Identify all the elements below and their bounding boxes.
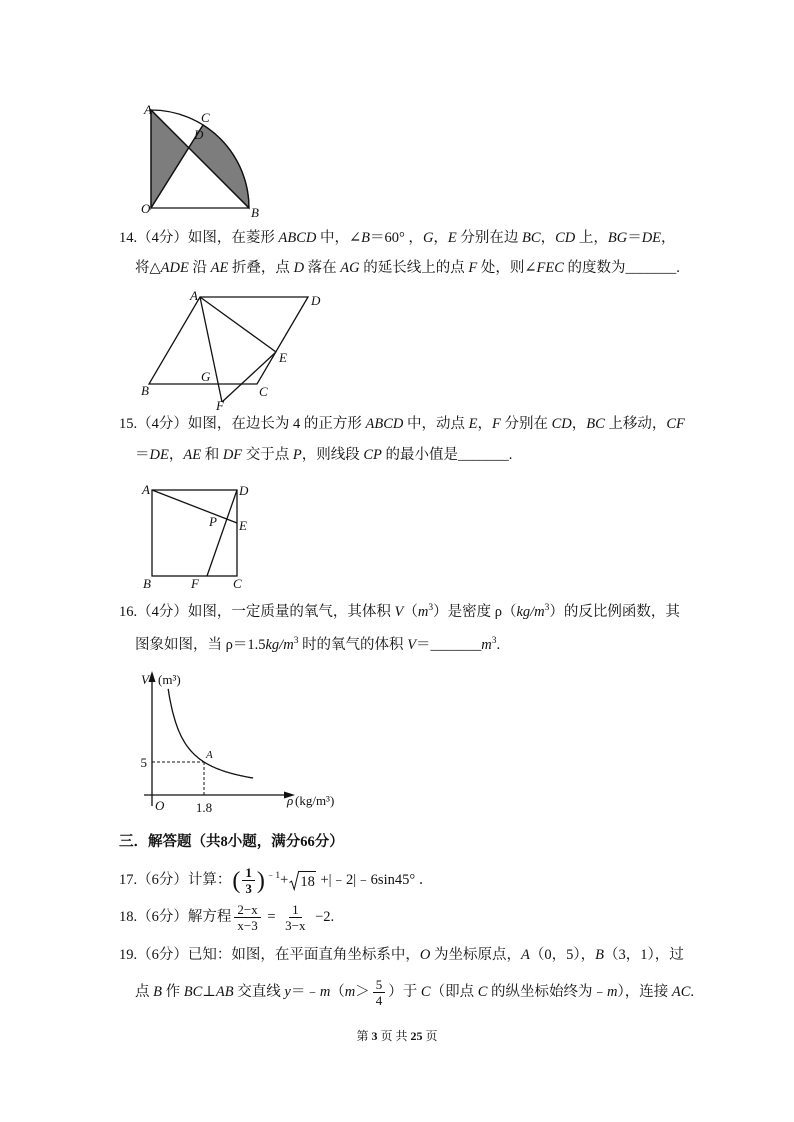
text-run: 点 xyxy=(135,983,154,1000)
superscript: 3 xyxy=(544,603,550,613)
segment-fe xyxy=(222,352,276,402)
text-run: （ xyxy=(403,604,418,620)
text-run: 和 xyxy=(201,447,223,463)
math-variable: P xyxy=(292,447,302,463)
figure-q16-density-volume-graph xyxy=(135,665,350,820)
text-run: ⊥ xyxy=(202,983,216,1000)
text-run: ， xyxy=(433,230,448,246)
radicand: 18 xyxy=(299,871,316,891)
segment-af xyxy=(200,297,222,402)
text-run: 19.（6分）已知：如图，在平面直角坐标系中， xyxy=(119,947,420,963)
denominator: x−3 xyxy=(237,918,258,933)
q19-line-2 xyxy=(135,977,694,1008)
square-abcd xyxy=(152,490,237,576)
fraction-body xyxy=(282,902,308,933)
math-variable: AC xyxy=(671,983,691,1000)
text-run: 页 xyxy=(422,1029,438,1043)
q14-line-1 xyxy=(119,227,676,249)
y-axis-symbol: V xyxy=(141,672,149,687)
text-run: 18.（6分）解方程 xyxy=(119,908,232,925)
math-variable: A xyxy=(520,947,530,963)
text-run: . xyxy=(496,637,501,653)
text-run: ＝﹣ xyxy=(290,983,320,1000)
text-run: +|﹣2|﹣6sin45° ． xyxy=(316,871,434,888)
text-run: . xyxy=(690,983,695,1000)
text-run: 图象如图，当 ρ＝1.5 xyxy=(135,637,266,653)
numerator: 5 xyxy=(373,977,386,993)
x-tick-label: 1.8 xyxy=(195,800,213,815)
numerator: 1 xyxy=(289,902,302,918)
text-run: ）是密度 ρ（ xyxy=(433,604,517,620)
text-run: 的延长线上的点 xyxy=(359,260,469,276)
text-run: −2. xyxy=(311,908,335,925)
math-variable: B xyxy=(153,983,162,1000)
radical-sign xyxy=(289,871,299,891)
point-label-a: A xyxy=(206,749,213,761)
text-run: ），连接 xyxy=(617,983,672,1000)
point-label-e: E xyxy=(239,518,247,533)
segment-ae xyxy=(152,490,237,523)
text-run: 14.（4分）如图，在菱形 xyxy=(119,230,279,246)
text-run: ）的反比例函数，其 xyxy=(549,604,680,620)
y-axis-unit: (m³) xyxy=(158,672,181,687)
math-variable: ABCD xyxy=(365,416,404,432)
text-run: 折叠，点 xyxy=(228,260,294,276)
text-run: 17.（6分）计算： xyxy=(119,871,232,888)
text-run: = xyxy=(263,908,280,925)
point-label-f: F xyxy=(216,398,224,413)
math-variable: AG xyxy=(340,260,360,276)
math-variable: DE xyxy=(641,230,662,246)
math-variable: E xyxy=(468,416,478,432)
q19-line-1 xyxy=(119,944,684,966)
point-label-a: A xyxy=(142,482,150,497)
text-run: 的最小值是_______. xyxy=(381,447,513,463)
text-run: ， xyxy=(477,416,492,432)
text-run: ， xyxy=(540,230,556,246)
point-label-p: P xyxy=(209,514,217,529)
math-variable: V xyxy=(394,604,404,620)
hyperbola-curve xyxy=(168,689,253,778)
math-variable: CF xyxy=(666,416,685,432)
text-run: ， xyxy=(661,230,676,246)
point-label-d: D xyxy=(311,293,321,308)
text-run: ＝ xyxy=(135,447,150,463)
segment-df xyxy=(207,490,237,576)
square-root xyxy=(289,871,316,891)
math-variable: kg/m xyxy=(516,604,545,620)
text-run: 中，动点 xyxy=(403,416,469,432)
bold-number: 3 xyxy=(371,1029,378,1043)
text-run: （3，1），过 xyxy=(603,947,684,963)
bold-number: 25 xyxy=(410,1029,423,1043)
point-label-c: C xyxy=(201,110,210,125)
denominator: 4 xyxy=(375,993,383,1008)
math-variable: BC xyxy=(183,983,203,1000)
text-run: 分别在 xyxy=(500,416,552,432)
q16-line-1 xyxy=(119,601,680,623)
math-variable: G xyxy=(422,230,434,246)
fraction xyxy=(280,902,310,933)
y-axis-arrow xyxy=(149,671,156,682)
text-run: 第 xyxy=(356,1029,372,1043)
q18-line-1 xyxy=(119,902,334,933)
numerator: 2−x xyxy=(234,902,260,918)
math-variable: DE xyxy=(149,447,169,463)
denominator: 3−x xyxy=(285,918,306,933)
origin-label: O xyxy=(155,798,165,813)
math-variable: C xyxy=(420,983,431,1000)
text-run: 沿 xyxy=(188,260,211,276)
math-variable: kg/m xyxy=(265,637,294,653)
math-variable: B xyxy=(595,947,604,963)
math-variable: AE xyxy=(183,447,202,463)
text-run: ＝60° ， xyxy=(370,230,423,246)
fraction xyxy=(371,977,388,1008)
right-parenthesis: ) xyxy=(256,867,265,894)
text-run: 上移动， xyxy=(604,416,667,432)
figure-q13-quarter-circle xyxy=(135,100,265,225)
text-run: 交直线 xyxy=(233,983,285,1000)
text-run: ＞ xyxy=(355,983,370,1000)
y-tick-label: 5 xyxy=(140,755,147,770)
denominator: 3 xyxy=(245,881,252,896)
text-run: 15.（4分）如图，在边长为 4 的正方形 xyxy=(119,416,366,432)
math-variable: BG xyxy=(607,230,628,246)
point-label-d: D xyxy=(194,127,204,142)
math-variable: AE xyxy=(210,260,229,276)
numerator: 1 xyxy=(242,865,255,881)
point-label-b: B xyxy=(143,576,151,591)
text-run: 落在 xyxy=(304,260,341,276)
point-label-o: O xyxy=(141,201,151,216)
text-run: 中，∠ xyxy=(316,230,362,246)
text-run: 16.（4分）如图，一定质量的氧气，其体积 xyxy=(119,604,395,620)
point-label-c: C xyxy=(233,576,242,591)
point-label-a: A xyxy=(144,102,152,117)
math-variable: CD xyxy=(555,230,576,246)
q14-line-2 xyxy=(135,257,680,279)
superscript: 3 xyxy=(491,636,497,646)
math-variable: C xyxy=(477,983,488,1000)
point-label-g: G xyxy=(201,369,211,384)
math-variable: m xyxy=(344,983,356,1000)
superscript: 3 xyxy=(293,636,299,646)
fraction xyxy=(232,902,262,933)
math-variable: B xyxy=(361,230,370,246)
text-run: 时的氧气的体积 xyxy=(298,637,408,653)
rhombus-abcd xyxy=(149,297,308,384)
page-footer xyxy=(0,1025,794,1047)
segment-ae xyxy=(200,297,276,352)
section-3-title: 三．解答题（共8小题，满分66分） xyxy=(119,834,344,850)
math-variable: CD xyxy=(551,416,572,432)
math-variable: FEC xyxy=(536,260,564,276)
text-run: （即点 xyxy=(430,983,478,1000)
point-label-b: B xyxy=(251,205,259,220)
math-variable: m xyxy=(417,604,429,620)
text-run: 的度数为_______. xyxy=(563,260,680,276)
fraction-body xyxy=(242,865,255,896)
point-label-f: F xyxy=(191,576,199,591)
text-run: 页 共 xyxy=(377,1029,411,1043)
math-variable: E xyxy=(447,230,457,246)
math-variable: ABCD xyxy=(278,230,317,246)
text-run: 上， xyxy=(575,230,608,246)
q15-line-1 xyxy=(119,413,685,435)
superscript: ﹣1 xyxy=(265,870,281,881)
math-variable: F xyxy=(491,416,501,432)
math-variable: m xyxy=(607,983,618,1000)
text-run: ，则线段 xyxy=(301,447,364,463)
text-run: 将△ xyxy=(135,260,161,276)
math-variable: BC xyxy=(522,230,541,246)
superscript: 3 xyxy=(428,603,434,613)
shaded-triangle-oad xyxy=(151,110,189,208)
fraction-body xyxy=(373,977,386,1008)
text-run: （0，5）， xyxy=(529,947,596,963)
text-run: 的纵坐标始终为﹣ xyxy=(487,983,607,1000)
text-run: （ xyxy=(330,983,345,1000)
text-run: ， xyxy=(168,447,184,463)
point-label-d: D xyxy=(239,483,249,498)
text-run: ）于 xyxy=(388,983,421,1000)
figure-q14-rhombus xyxy=(135,285,330,415)
point-label-e: E xyxy=(279,350,287,365)
text-run: 交于点 xyxy=(242,447,293,463)
math-variable: CP xyxy=(363,447,382,463)
text-run: ＝ xyxy=(627,230,642,246)
math-variable: DF xyxy=(222,447,243,463)
math-variable: D xyxy=(293,260,305,276)
left-parenthesis: ( xyxy=(232,867,241,894)
q17-line-1 xyxy=(119,865,433,896)
x-axis-symbol: ρ xyxy=(287,793,294,808)
math-variable: m xyxy=(319,983,331,1000)
math-variable: F xyxy=(468,260,478,276)
text-run: ＝_______ xyxy=(416,637,482,653)
text-run: 分别在边 xyxy=(456,230,523,246)
math-variable: BC xyxy=(586,416,605,432)
q16-line-2 xyxy=(135,634,500,656)
text-run: 为坐标原点， xyxy=(430,947,521,963)
figure-q15-square xyxy=(135,480,260,595)
point-label-b: B xyxy=(141,383,149,398)
fraction-body xyxy=(234,902,260,933)
math-variable: y xyxy=(284,983,291,1000)
text-run: ， xyxy=(571,416,587,432)
x-axis-unit: (kg/m³) xyxy=(295,793,335,808)
math-variable: O xyxy=(419,947,431,963)
text-run: 作 xyxy=(161,983,184,1000)
fraction xyxy=(232,865,265,896)
point-label-c: C xyxy=(259,384,268,399)
q15-line-2 xyxy=(135,444,512,466)
math-variable: AB xyxy=(215,983,234,1000)
math-variable: ADE xyxy=(160,260,189,276)
text-run: + xyxy=(280,871,289,888)
math-variable: m xyxy=(481,637,492,653)
math-variable: V xyxy=(407,637,417,653)
text-run: 处，则∠ xyxy=(477,260,537,276)
point-label-a: A xyxy=(190,288,198,303)
